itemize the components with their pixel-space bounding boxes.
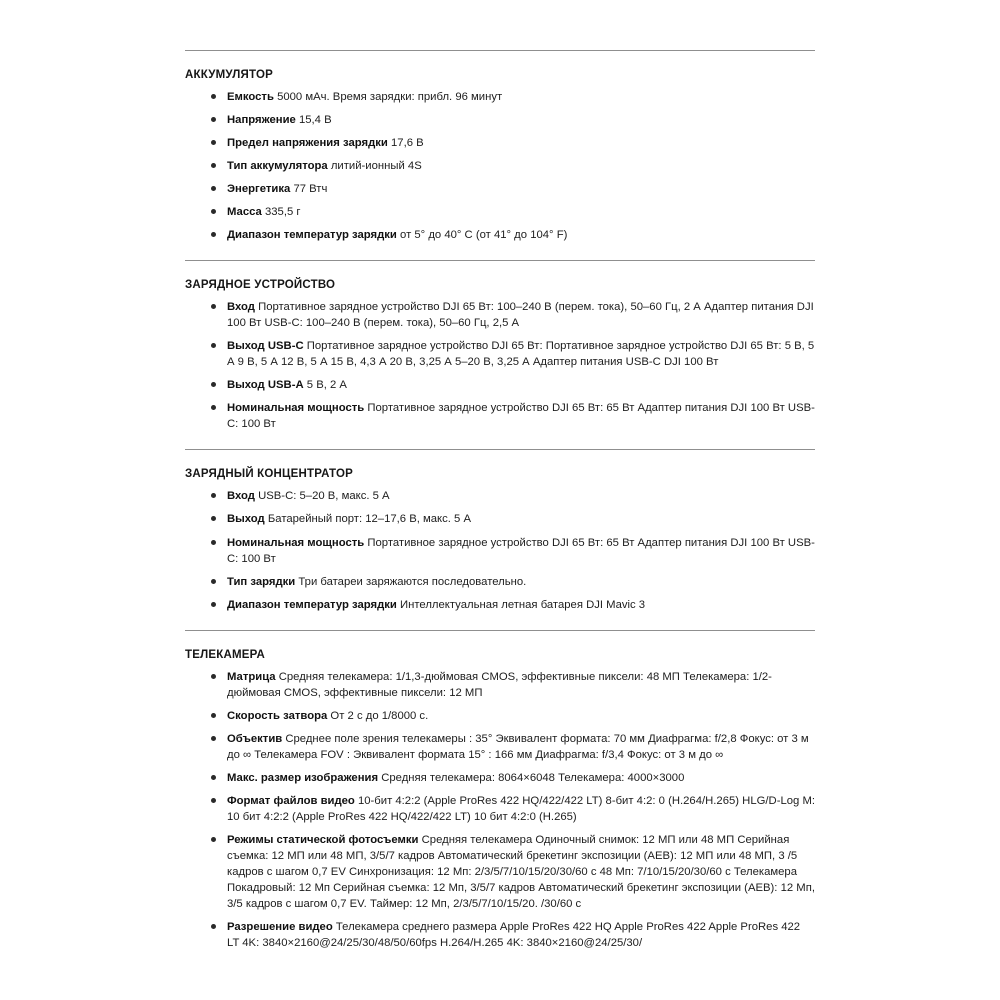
spec-list: [185, 89, 815, 243]
spec-term: Вход: [227, 301, 255, 314]
list-item: [185, 488, 815, 504]
list-item: [185, 158, 815, 174]
list-item: [185, 181, 815, 197]
list-item: [185, 832, 815, 912]
section-charging-hub: [185, 439, 815, 612]
list-item: [185, 299, 815, 331]
list-item: [185, 112, 815, 128]
spec-value: Портативное зарядное устройство DJI 65 Вт: 100–240 В (перем. тока), 50–60 Гц, 2 А Адаптер питания DJI 100 Вт USB-C: 100–240 В (перем. тока), 50–60 Гц, 2,5 А: [227, 301, 814, 330]
list-item: [185, 204, 815, 220]
section-title: ЗАРЯДНОЕ УСТРОЙСТВО: [185, 279, 336, 292]
spec-term: Предел напряжения зарядки: [227, 137, 388, 150]
spec-value: Телекамера среднего размера Apple ProRes 422 HQ Apple ProRes 422 Apple ProRes 422 LT 4K: 3840×2160@24/25/30/48/50/60fps H.264/H.265 4K: 3840×2160@24/25/30/: [227, 921, 801, 950]
spec-term: Выход USB-C: [227, 340, 304, 353]
spec-term: Выход USB-A: [227, 379, 304, 392]
spec-value: Батарейный порт: 12–17,6 В, макс. 5 А: [267, 513, 472, 526]
section-title: АККУМУЛЯТОР: [185, 69, 273, 81]
list-item: [185, 708, 815, 724]
spec-term: Скорость затвора: [227, 709, 328, 722]
spec-value: 17,6 В: [391, 137, 424, 150]
list-item: [185, 669, 815, 701]
spec-value: Интеллектуальная летная батарея DJI Mavic 3: [400, 598, 646, 611]
spec-term: Разрешение видео: [227, 921, 333, 934]
spec-term: Тип аккумулятора: [227, 160, 328, 173]
list-item: [185, 919, 815, 951]
spec-term: Диапазон температур зарядки: [227, 598, 397, 611]
spec-value: от 5° до 40° C (от 41° до 104° F): [400, 229, 568, 242]
spec-list: [185, 488, 815, 612]
spec-term: Масса: [227, 206, 262, 219]
spec-term: Объектив: [227, 732, 283, 745]
spec-value: Среднее поле зрения телекамеры : 35° Эквивалент формата: 70 мм Диафрагма: f/2,8 Фокус: от 3 м до ∞ Телекамера FOV : Эквивалент формата 15° : 166 мм Диафрагма: f/3,4 Фокус: от 3 м до ∞: [227, 732, 809, 761]
spec-value: 335,5 г: [264, 206, 301, 219]
list-item: [185, 511, 815, 527]
spec-value: 15,4 В: [298, 114, 332, 127]
spec-term: Режимы статической фотосъемки: [227, 833, 419, 846]
section-charger: [185, 250, 815, 432]
list-item: [185, 89, 815, 105]
list-item: [185, 793, 815, 825]
spec-term: Энергетика: [227, 183, 291, 196]
spec-term: Диапазон температур зарядки: [227, 229, 397, 242]
spec-term: Формат файлов видео: [227, 794, 355, 807]
list-item: [185, 377, 815, 393]
spec-value: 5000 мАч. Время зарядки: прибл. 96 минут: [277, 91, 503, 103]
spec-value: 10-бит 4:2:2 (Apple ProRes 422 HQ/422/422 LT) 8-бит 4:2: 0 (H.264/H.265) HLG/D-Log M: 10 бит 4:2:2 (Apple ProRes 422 HQ/422/422 LT) 10 бит 4:2:0 (H.265): [227, 794, 816, 823]
spec-term: Напряжение: [227, 114, 296, 127]
list-item: [185, 597, 815, 613]
list-item: [185, 400, 815, 432]
spec-term: Тип зарядки: [227, 575, 296, 588]
spec-value: Портативное зарядное устройство DJI 65 Вт: 65 Вт Адаптер питания DJI 100 Вт USB-C: 100 Вт: [227, 536, 815, 565]
section-battery: [185, 50, 815, 243]
spec-value: USB-C: 5–20 В, макс. 5 А: [258, 490, 390, 503]
spec-value: Средняя телекамера: 1/1,3-дюймовая CMOS, эффективные пиксели: 48 МП Телекамера: 1/2-дюймовая CMOS, эффективные пиксели: 12 МП: [227, 670, 772, 699]
spec-term: Вход: [227, 490, 255, 503]
spec-value: литий-ионный 4S: [330, 160, 422, 173]
section-title: ЗАРЯДНЫЙ КОНЦЕНТРАТОР: [185, 468, 353, 481]
spec-value: 5 В, 2 А: [306, 379, 347, 392]
section-title: ТЕЛЕКАМЕРА: [185, 648, 265, 661]
spec-list: [185, 299, 815, 432]
spec-term: Макс. размер изображения: [227, 771, 379, 784]
spec-value: Три батареи заряжаются последовательно.: [298, 575, 527, 588]
spec-value: Средняя телекамера Одиночный снимок: 12 МП или 48 МП Серийная съемка: 12 МП или 48 МП, 3/5/7 кадров Автоматический брекетинг экспозиции (AEB): 12 МП или 48 МП, 3 /5 кадров с шагом 0,7 EV Синхронизация: 12 Mп: 2/3/5/7/10/15/20/30/60 с 48 Mп: 7/10/15/20/30/60 с Телекамера Покадровый: 12 Mп Серийная съемка: 12 Mп, 3/5/7 кадров Автоматический брекетинг экспозиции (AEB): 12 Mп, 3/5 кадров с шагом 0,7 EV. Таймер: 12 Mп, 2/3/5/7/10/15/20. /30/60 с: [227, 833, 815, 910]
list-item: [185, 338, 815, 370]
spec-term: Матрица: [227, 670, 276, 683]
list-item: [185, 535, 815, 567]
spec-value: 77 Втч: [293, 183, 328, 196]
spec-value: Портативное зарядное устройство DJI 65 Вт: Портативное зарядное устройство DJI 65 Вт: 5 В, 5 А 9 В, 5 А 12 В, 5 А 15 В, 4,3 А 20 В, 3,25 А 5–20 В, 3,25 А Адаптер питания USB-C DJI 100 Вт: [227, 340, 815, 369]
spec-term: Номинальная мощность: [227, 536, 365, 549]
list-item: [185, 227, 815, 243]
spec-term: Выход: [227, 513, 265, 526]
spec-list: [185, 669, 815, 951]
list-item: [185, 574, 815, 590]
section-telecamera: [185, 620, 815, 951]
spec-value: От 2 с до 1/8000 с.: [330, 709, 429, 722]
spec-term: Емкость: [227, 91, 274, 103]
list-item: [185, 135, 815, 151]
spec-value: Средняя телекамера: 8064×6048 Телекамера: 4000×3000: [381, 771, 685, 784]
spec-value: Портативное зарядное устройство DJI 65 Вт: 65 Вт Адаптер питания DJI 100 Вт USB-C: 100 Вт: [227, 402, 815, 431]
spec-term: Номинальная мощность: [227, 402, 365, 415]
list-item: [185, 770, 815, 786]
list-item: [185, 731, 815, 763]
